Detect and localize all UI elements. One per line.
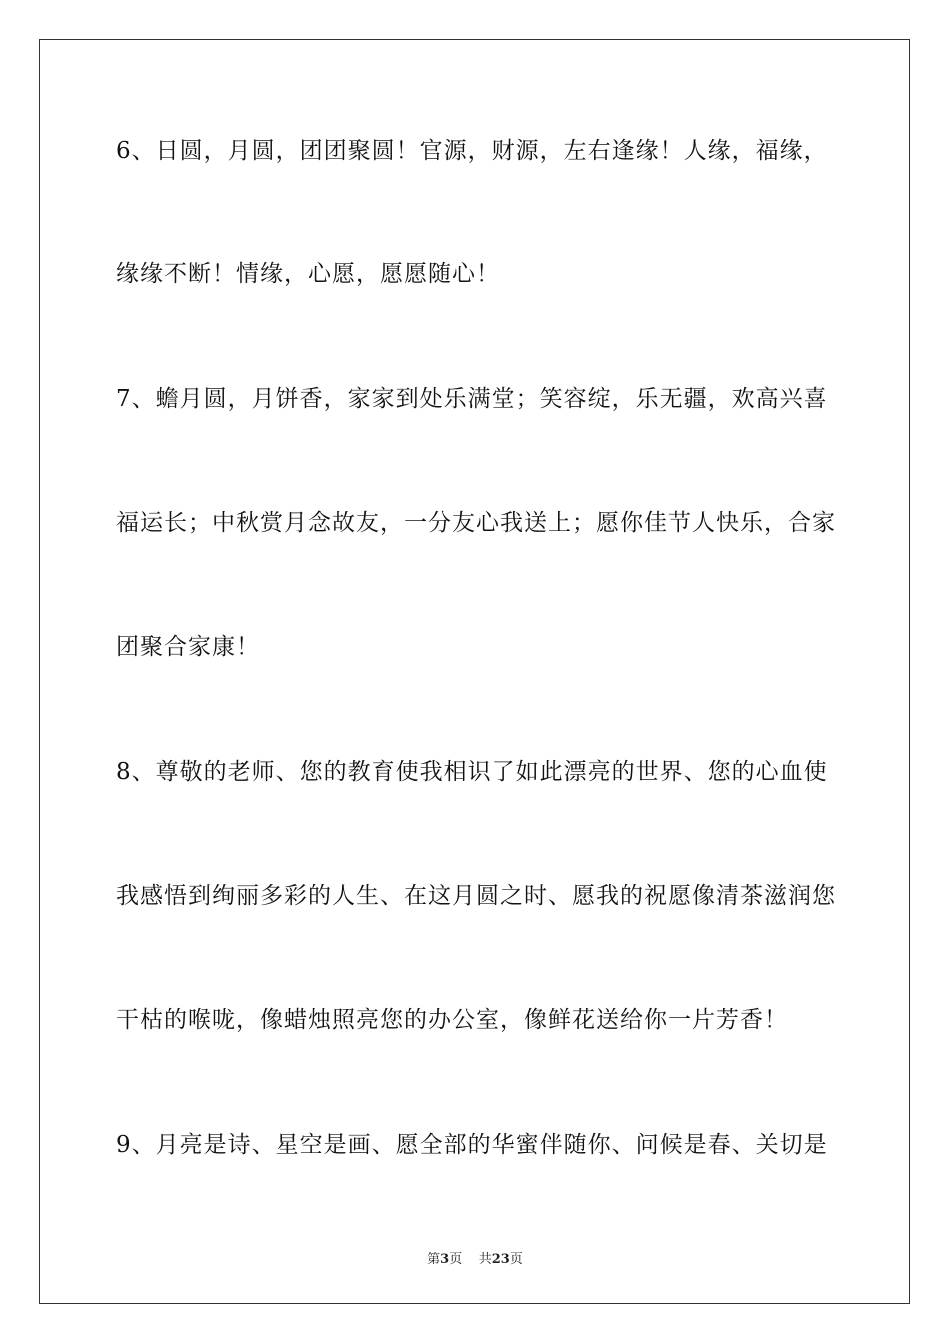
- text-line-2: 缘缘不断！情缘，心愿，愿愿随心！: [116, 261, 500, 287]
- text-line-7: 我感悟到绚丽多彩的人生、在这月圆之时、愿我的祝愿像清茶滋润您: [116, 883, 836, 909]
- text-line-9: 9、月亮是诗、星空是画、愿全部的华蜜伴随你、问候是春、关切是: [116, 1132, 828, 1158]
- text-line-5: 团聚合家康！: [116, 634, 260, 660]
- footer-page-number: 3: [440, 1252, 450, 1267]
- footer-total-prefix: 共: [478, 1252, 492, 1267]
- text-line-1: 6、日圆，月圆，团团聚圆！官源，财源，左右逢缘！人缘，福缘，: [116, 138, 828, 164]
- page-footer: [0, 1248, 950, 1267]
- footer-total-suffix: 页: [509, 1252, 523, 1267]
- text-line-8: 干枯的喉咙，像蜡烛照亮您的办公室，像鲜花送给你一片芳香！: [116, 1007, 788, 1033]
- page-border: [39, 39, 910, 1304]
- text-line-6: 8、尊敬的老师、您的教育使我相识了如此漂亮的世界、您的心血使: [116, 759, 828, 785]
- footer-page-suffix: 页: [449, 1252, 463, 1267]
- text-line-4: 福运长；中秋赏月念故友，一分友心我送上；愿你佳节人快乐，合家: [116, 510, 836, 536]
- text-line-3: 7、蟾月圆，月饼香，家家到处乐满堂；笑容绽，乐无疆，欢高兴喜: [116, 386, 828, 412]
- footer-page-prefix: 第: [427, 1252, 441, 1267]
- footer-total-number: 23: [491, 1252, 510, 1267]
